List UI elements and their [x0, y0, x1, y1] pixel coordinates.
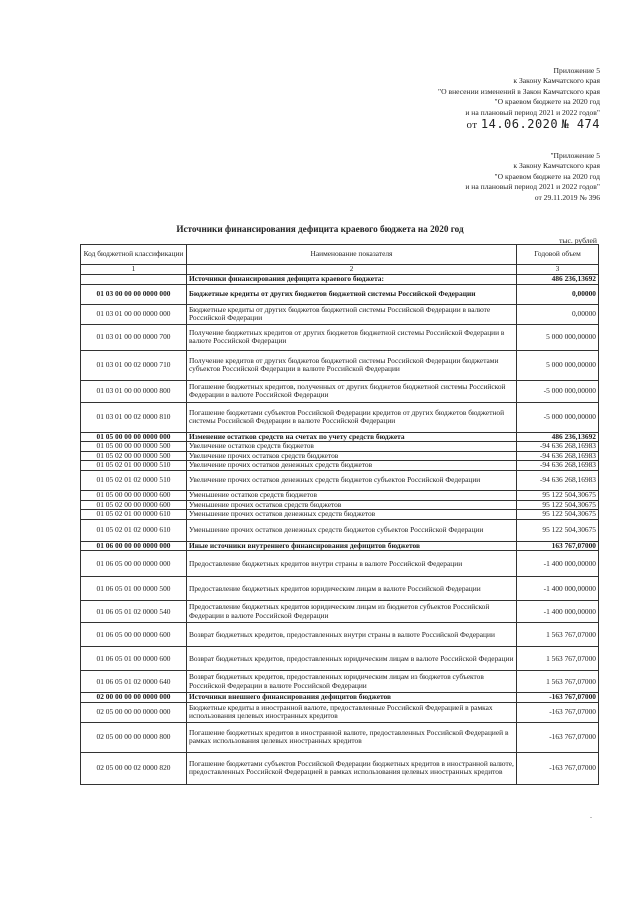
row-name: Увеличение прочих остатков денежных средств бюджетов субъектов Российской Федерации [187, 470, 517, 490]
table-row [81, 461, 599, 471]
table-row [81, 470, 599, 490]
row-name: Погашение бюджетами субъектов Российской Федерации кредитов от других бюджетов бюджетной системы Российской Федерации в валюте Российской Федерации [187, 402, 517, 432]
header-line: "О краевом бюджете на 2020 год [494, 171, 600, 181]
row-name: Уменьшение прочих остатков средств бюджетов [187, 500, 517, 510]
table-row [81, 702, 599, 722]
row-code: 01 03 01 00 02 0000 710 [81, 350, 187, 380]
header-line: и на плановый период 2021 и 2022 годов" [465, 107, 600, 117]
table-header-row [81, 245, 599, 265]
header-line: "О краевом бюджете на 2020 год [494, 97, 600, 107]
table-row [81, 577, 599, 601]
row-amount: -163 767,07000 [517, 693, 599, 703]
original-law-header [465, 151, 600, 203]
row-code: 01 03 00 00 00 0000 000 [81, 284, 187, 304]
row-name: Увеличение прочих остатков средств бюджетов [187, 451, 517, 461]
header-line: "Приложение 5 [550, 151, 600, 160]
row-code: 01 05 02 01 02 0000 610 [81, 519, 187, 541]
row-amount: 1 563 767,07000 [517, 623, 599, 647]
row-amount: -5 000 000,00000 [517, 380, 599, 402]
units-label: тыс. рублей [559, 236, 597, 245]
signature-prefix: от [466, 119, 478, 132]
document-title: Источники финансирования дефицита краевого бюджета на 2020 год [176, 224, 464, 234]
table-row [81, 324, 599, 350]
column-header-code: Код бюджетной классификации [81, 245, 187, 265]
table-row [81, 380, 599, 402]
row-code: 01 06 05 01 00 0000 500 [81, 577, 187, 601]
row-code: 02 00 00 00 00 0000 000 [81, 693, 187, 703]
row-code: 02 05 00 00 02 0000 820 [81, 752, 187, 784]
row-code: 01 03 01 00 02 0000 810 [81, 402, 187, 432]
table-row [81, 304, 599, 324]
table-row [81, 601, 599, 623]
table-row [81, 722, 599, 752]
row-name: Предоставление бюджетных кредитов юридическим лицам из бюджетов субъектов Российской Федерации в валюте Российской Федерации [187, 601, 517, 623]
row-name: Источники финансирования дефицита краевого бюджета: [187, 275, 517, 285]
row-code: 01 05 02 01 00 0000 510 [81, 461, 187, 471]
column-number: 1 [81, 265, 187, 275]
row-code: 01 05 00 00 00 0000 500 [81, 442, 187, 452]
row-code: 01 05 02 01 02 0000 510 [81, 470, 187, 490]
row-name: Бюджетные кредиты от других бюджетов бюджетной системы Российской Федерации в валюте Российской Федерации [187, 304, 517, 324]
column-header-name: Наименование показателя [187, 245, 517, 265]
row-name: Возврат бюджетных кредитов, предоставленных юридическим лицам в валюте Российской Федерации [187, 647, 517, 671]
row-amount: 95 122 504,30675 [517, 500, 599, 510]
row-amount: -1 400 000,00000 [517, 577, 599, 601]
row-amount: -163 767,07000 [517, 752, 599, 784]
column-number: 3 [517, 265, 599, 275]
row-name: Возврат бюджетных кредитов, предоставленных юридическим лицам из бюджетов субъектов Российской Федерации в валюте Российской Федерации [187, 671, 517, 693]
row-amount: 1 563 767,07000 [517, 671, 599, 693]
row-amount: -94 636 268,16983 [517, 461, 599, 471]
row-code: 01 03 01 00 00 0000 700 [81, 324, 187, 350]
row-name: Получение кредитов от других бюджетов бюджетной системы Российской Федерации бюджетами субъектов Российской Федерации в валюте Российской Федерации [187, 350, 517, 380]
row-amount: 486 236,13692 [517, 432, 599, 442]
row-amount: 163 767,07000 [517, 541, 599, 551]
row-amount: -5 000 000,00000 [517, 402, 599, 432]
row-name: Изменение остатков средств на счетах по учету средств бюджета [187, 432, 517, 442]
row-name: Источники внешнего финансирования дефицитов бюджетов [187, 693, 517, 703]
row-name: Увеличение остатков средств бюджетов [187, 442, 517, 452]
row-code [81, 275, 187, 285]
table-row [81, 432, 599, 442]
column-number: 2 [187, 265, 517, 275]
row-amount: -163 767,07000 [517, 702, 599, 722]
table-row [81, 752, 599, 784]
row-code: 01 06 00 00 00 0000 000 [81, 541, 187, 551]
table-row [81, 510, 599, 520]
row-amount: -94 636 268,16983 [517, 451, 599, 461]
table-row [81, 647, 599, 671]
table-row [81, 402, 599, 432]
row-name: Иные источники внутреннего финансирования дефицитов бюджетов [187, 541, 517, 551]
row-code: 01 05 00 00 00 0000 000 [81, 432, 187, 442]
table-row [81, 350, 599, 380]
row-code: 02 05 00 00 00 0000 000 [81, 702, 187, 722]
table-row [81, 284, 599, 304]
row-code: 01 06 05 00 00 0000 000 [81, 551, 187, 577]
row-code: 01 05 00 00 00 0000 600 [81, 490, 187, 500]
column-number-row [81, 265, 599, 275]
row-amount: 1 563 767,07000 [517, 647, 599, 671]
header-line: от 29.11.2019 № 396 [534, 192, 600, 202]
row-code: 01 03 01 00 00 0000 800 [81, 380, 187, 402]
row-amount: -1 400 000,00000 [517, 551, 599, 577]
row-code: 01 05 02 00 00 0000 500 [81, 451, 187, 461]
row-code: 01 06 05 01 00 0000 600 [81, 647, 187, 671]
row-name: Предоставление бюджетных кредитов внутри страны в валюте Российской Федерации [187, 551, 517, 577]
table-row [81, 451, 599, 461]
row-name: Уменьшение прочих остатков денежных средств бюджетов субъектов Российской Федерации [187, 519, 517, 541]
signature-number: № 474 [561, 117, 600, 132]
financing-table [80, 244, 599, 785]
row-amount: 0,00000 [517, 304, 599, 324]
row-amount: 95 122 504,30675 [517, 510, 599, 520]
row-name: Уменьшение остатков средств бюджетов [187, 490, 517, 500]
row-name: Увеличение прочих остатков денежных средств бюджетов [187, 461, 517, 471]
header-line: к Закону Камчатского края [513, 161, 600, 171]
header-line: Приложение 5 [553, 66, 600, 75]
table-row [81, 442, 599, 452]
table-row [81, 541, 599, 551]
row-code: 01 03 01 00 00 0000 000 [81, 304, 187, 324]
table-row [81, 623, 599, 647]
signature-date: 14.06.2020 [480, 117, 559, 132]
table-row [81, 519, 599, 541]
table-row [81, 693, 599, 703]
row-amount: 5 000 000,00000 [517, 324, 599, 350]
row-code: 01 06 05 01 02 0000 540 [81, 601, 187, 623]
table-row [81, 490, 599, 500]
row-code: 01 05 02 00 00 0000 600 [81, 500, 187, 510]
table-body [81, 275, 599, 785]
table-row [81, 671, 599, 693]
row-amount: -1 400 000,00000 [517, 601, 599, 623]
row-name: Бюджетные кредиты от других бюджетов бюджетной системы Российской Федерации [187, 284, 517, 304]
row-name: Бюджетные кредиты в иностранной валюте, предоставленные Российской Федерацией в рамках использования целевых иностранных кредитов [187, 702, 517, 722]
table-row [81, 551, 599, 577]
row-code: 01 05 02 01 00 0000 610 [81, 510, 187, 520]
row-name: Возврат бюджетных кредитов, предоставленных внутри страны в валюте Российской Федерации [187, 623, 517, 647]
row-code: 02 05 00 00 00 0000 800 [81, 722, 187, 752]
row-amount: 0,00000 [517, 284, 599, 304]
row-name: Получение бюджетных кредитов от других бюджетов бюджетной системы Российской Федерации в валюте Российской Федерации [187, 324, 517, 350]
header-line: и на плановый период 2021 и 2022 годов" [465, 182, 600, 192]
header-line: к Закону Камчатского края [513, 76, 600, 86]
row-amount: 95 122 504,30675 [517, 490, 599, 500]
header-line: "О внесении изменений в Закон Камчатского края [438, 86, 600, 96]
row-name: Погашение бюджетных кредитов, полученных от других бюджетов бюджетной системы Российской Федерации в валюте Российской Федерации [187, 380, 517, 402]
amendment-header [438, 66, 600, 132]
row-amount: 95 122 504,30675 [517, 519, 599, 541]
row-amount: -94 636 268,16983 [517, 470, 599, 490]
row-name: Предоставление бюджетных кредитов юридическим лицам в валюте Российской Федерации [187, 577, 517, 601]
row-name: Уменьшение прочих остатков денежных средств бюджетов [187, 510, 517, 520]
signature-date-line [438, 118, 600, 132]
table-row [81, 500, 599, 510]
row-amount: 5 000 000,00000 [517, 350, 599, 380]
row-amount: -94 636 268,16983 [517, 442, 599, 452]
row-code: 01 06 05 00 00 0000 600 [81, 623, 187, 647]
footer-mark: - [590, 815, 592, 821]
row-name: Погашение бюджетных кредитов в иностранной валюте, предоставленных Российской Федерацией в рамках использования целевых иностранных кредитов [187, 722, 517, 752]
row-amount: 486 236,13692 [517, 275, 599, 285]
column-header-amount: Годовой объем [517, 245, 599, 265]
row-amount: -163 767,07000 [517, 722, 599, 752]
row-name: Погашение бюджетами субъектов Российской Федерации бюджетных кредитов в иностранной валюте, предоставленных Российской Федерацией в рамках использования целевых иностранных кредитов [187, 752, 517, 784]
row-code: 01 06 05 01 02 0000 640 [81, 671, 187, 693]
table-row [81, 275, 599, 285]
